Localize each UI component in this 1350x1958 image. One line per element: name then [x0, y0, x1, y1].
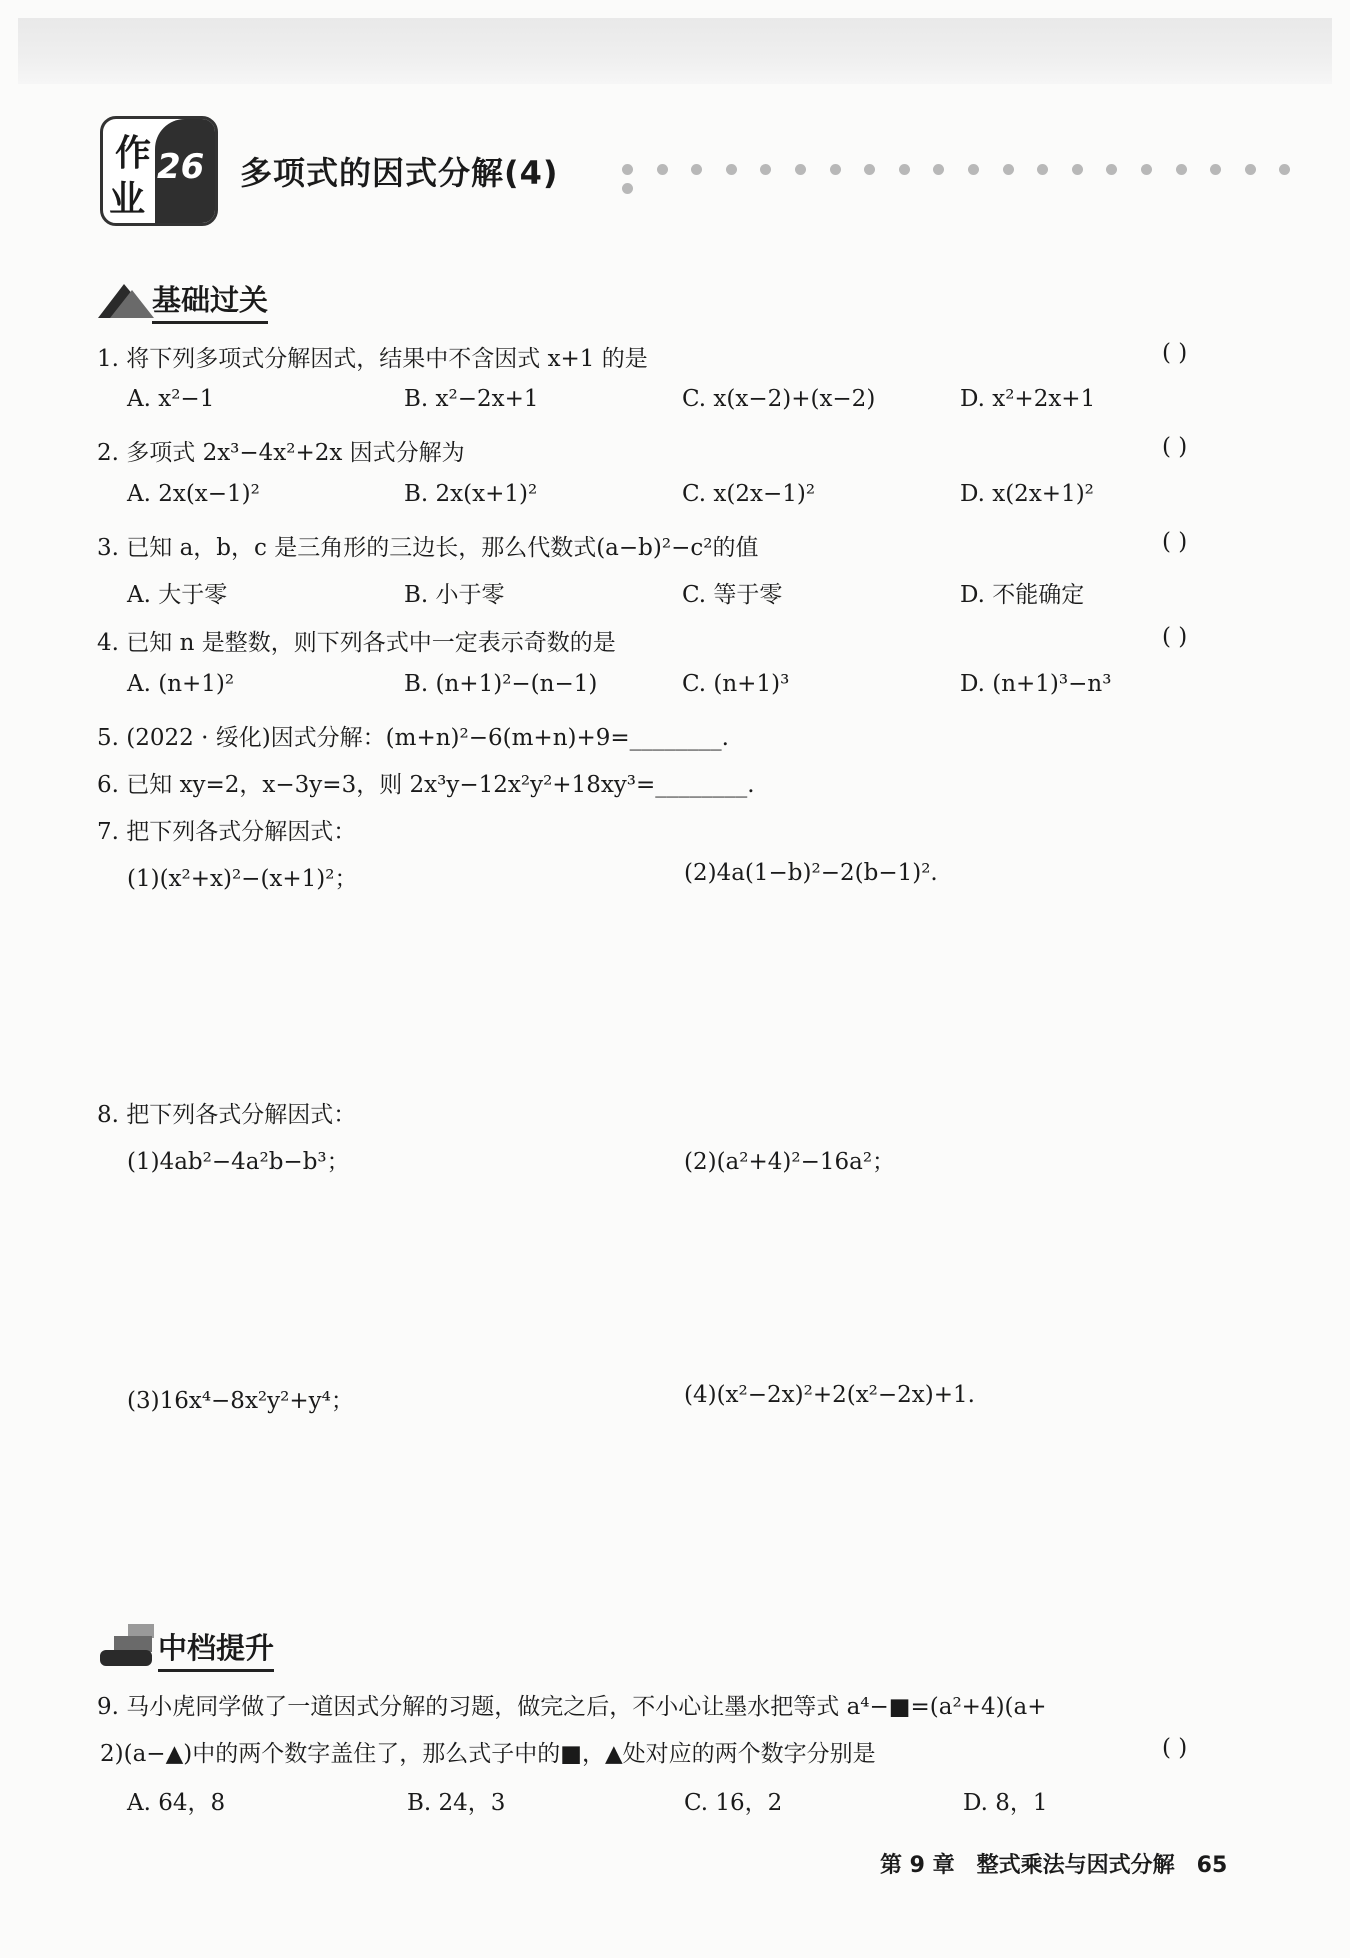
- q4-option-b: B. (n+1)²−(n−1): [404, 671, 598, 697]
- q2-option-d: D. x(2x+1)²: [960, 481, 1094, 507]
- q3-option-d: D. 不能确定: [960, 582, 1085, 608]
- q1-option-d: D. x²+2x+1: [960, 386, 1096, 412]
- section-basic-heading: 基础过关: [152, 278, 268, 324]
- q1-option-a: A. x²−1: [127, 386, 215, 412]
- section-intermediate-heading: 中档提升: [158, 1626, 274, 1672]
- q8-stem: 8. 把下列各式分解因式：: [97, 1102, 357, 1128]
- q1-option-b: B. x²−2x+1: [404, 386, 539, 412]
- q1-option-c: C. x(x−2)+(x−2): [682, 386, 876, 412]
- q5-stem: 5. (2022 · 绥化)因式分解：(m+n)²−6(m+n)+9=________.: [97, 725, 729, 751]
- q3-answer-bracket: ( ): [1162, 529, 1188, 555]
- q8-part-1: (1)4ab²−4a²b−b³；: [127, 1149, 350, 1175]
- q9-answer-bracket: ( ): [1162, 1735, 1188, 1761]
- q8-part-2: (2)(a²+4)²−16a²；: [684, 1149, 896, 1175]
- q7-part-2: (2)4a(1−b)²−2(b−1)².: [684, 860, 938, 886]
- assignment-badge: [100, 116, 218, 226]
- q7-part-1: (1)(x²+x)²−(x+1)²；: [127, 866, 358, 892]
- q2-stem: 2. 多项式 2x³−4x²+2x 因式分解为: [97, 440, 465, 466]
- q4-answer-bracket: ( ): [1162, 624, 1188, 650]
- badge-number: 26: [157, 147, 205, 187]
- q4-option-a: A. (n+1)²: [127, 671, 235, 697]
- q9-option-b: B. 24，3: [407, 1790, 506, 1816]
- section-triangle-icon: [96, 276, 156, 320]
- title-dot-leader: [622, 160, 1332, 174]
- q4-option-c: C. (n+1)³: [682, 671, 790, 697]
- chapter-label: 第 9 章 整式乘法与因式分解: [880, 1853, 1175, 1878]
- q1-answer-bracket: ( ): [1162, 340, 1188, 366]
- q2-option-a: A. 2x(x−1)²: [127, 481, 260, 507]
- q9-option-a: A. 64，8: [127, 1790, 226, 1816]
- page-footer: [880, 1848, 1227, 1879]
- page-number: 65: [1196, 1853, 1228, 1878]
- q2-answer-bracket: ( ): [1162, 434, 1188, 460]
- q2-option-b: B. 2x(x+1)²: [404, 481, 538, 507]
- q3-option-b: B. 小于零: [404, 582, 505, 608]
- q7-stem: 7. 把下列各式分解因式：: [97, 819, 357, 845]
- page-title: 多项式的因式分解(4): [240, 154, 559, 192]
- q1-stem: 1. 将下列多项式分解因式，结果中不含因式 x+1 的是: [97, 346, 648, 372]
- top-shading: [18, 18, 1332, 84]
- q9-option-d: D. 8，1: [963, 1790, 1048, 1816]
- q4-stem: 4. 已知 n 是整数，则下列各式中一定表示奇数的是: [97, 630, 616, 656]
- q6-stem: 6. 已知 xy=2，x−3y=3，则 2x³y−12x²y²+18xy³=________.: [97, 772, 755, 798]
- q3-stem: 3. 已知 a，b，c 是三角形的三边长，那么代数式(a−b)²−c²的值: [97, 535, 759, 561]
- section-stairs-icon: [98, 1622, 160, 1668]
- q9-stem-line1: 9. 马小虎同学做了一道因式分解的习题，做完之后，不小心让墨水把等式 a⁴−■=(a²+4)(a+: [97, 1694, 1047, 1720]
- q4-option-d: D. (n+1)³−n³: [960, 671, 1112, 697]
- q9-option-c: C. 16，2: [684, 1790, 783, 1816]
- badge-char-zuo: 作: [115, 133, 152, 174]
- q3-option-a: A. 大于零: [127, 582, 228, 608]
- q8-part-3: (3)16x⁴−8x²y²+y⁴；: [127, 1388, 354, 1414]
- q9-stem-line2: 2)(a−▲)中的两个数字盖住了，那么式子中的■，▲处对应的两个数字分别是: [100, 1741, 876, 1767]
- badge-char-ye: 业: [109, 179, 146, 220]
- q3-option-c: C. 等于零: [682, 582, 783, 608]
- q2-option-c: C. x(2x−1)²: [682, 481, 816, 507]
- q8-part-4: (4)(x²−2x)²+2(x²−2x)+1.: [684, 1382, 975, 1408]
